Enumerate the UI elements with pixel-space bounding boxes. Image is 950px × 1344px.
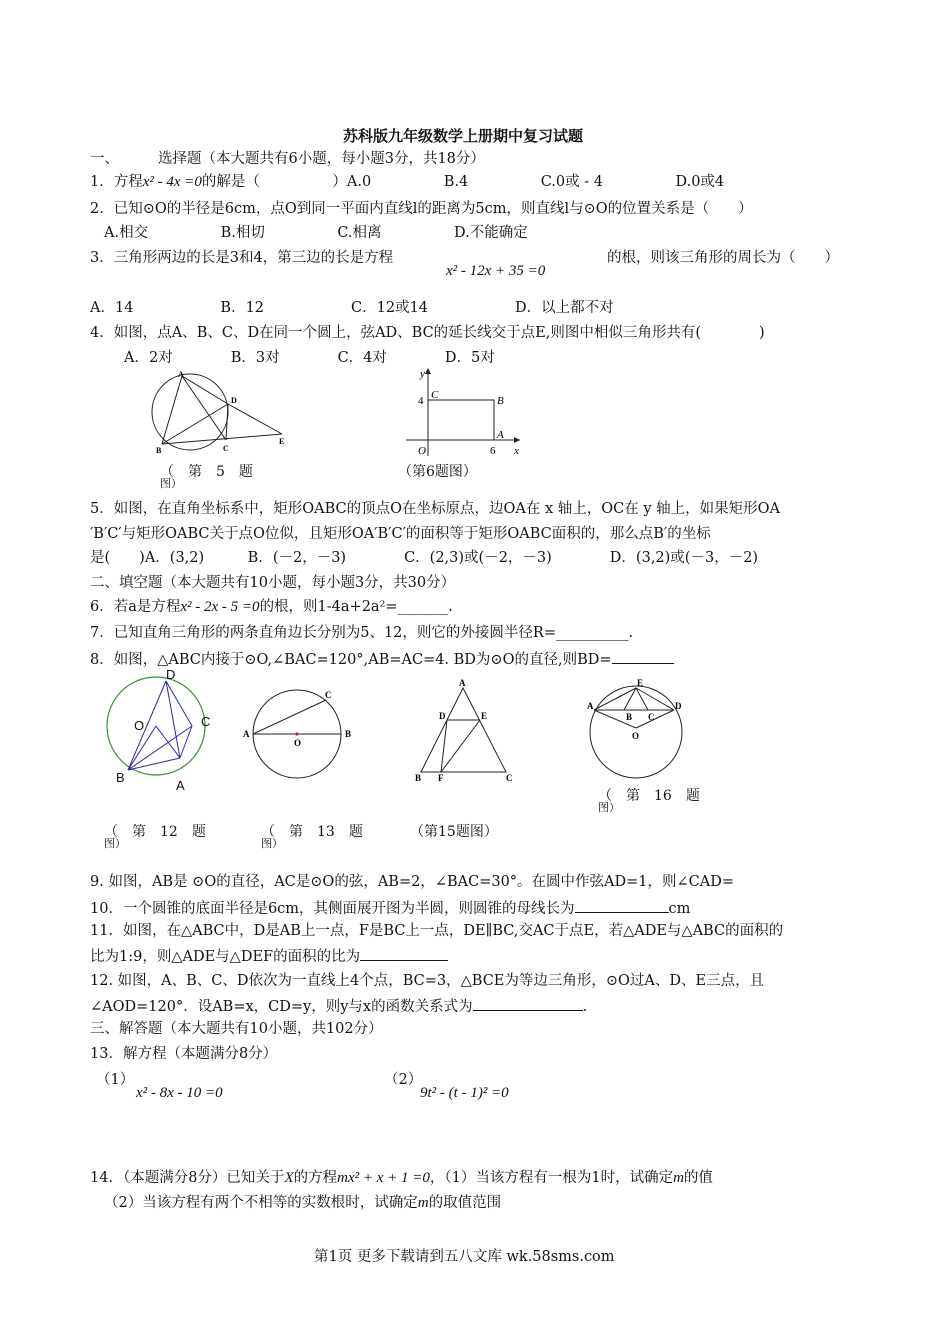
section-3-heading: 三、解答题（本大题共有10小题，共102分）: [90, 1021, 383, 1037]
figure-16-label: B: [626, 712, 633, 722]
page-footer: 第1页 更多下载请到五八文库 wk.58sms.com: [314, 1249, 615, 1265]
question-3-suffix: 的根，则该三角形的周长为（ ）: [607, 250, 839, 266]
figure-13-label: A: [243, 729, 250, 739]
question-2: 2．已知⊙O的半径是6cm，点O到同一平面内直线l的距离为5cm，则直线l与⊙O的位置关系是（ ）: [90, 201, 753, 217]
figure-15-label: A: [459, 678, 466, 688]
question-14-part-2-end: 的取值范围: [428, 1195, 502, 1211]
figure-15: [410, 674, 520, 784]
question-3-options: A．14 B．12 C．12或14 D．以上都不对: [90, 300, 614, 316]
question-11-answer-blank[interactable]: [360, 946, 448, 961]
figure-6-rectangle: [428, 400, 494, 440]
question-4: 4．如图，点A、B、C、D在同一个圆上，弦AD、BC的延长线交于点E,则图中相似三角形共有( ): [90, 325, 765, 341]
question-5-line-2: ′B′C′与矩形OABC关于点O位似，且矩形OA′B′C′的面积等于矩形OABC面积的，那么点B′的坐标: [90, 526, 711, 542]
question-14-part-2: （2）当该方程有两个不相等的实数根时，试确定: [104, 1195, 418, 1211]
question-11-line-2: [90, 946, 448, 966]
question-10: [90, 898, 690, 918]
figure-6-caption: （第6题图）: [398, 464, 477, 480]
figure-12-label: A: [176, 778, 185, 793]
question-1: [90, 173, 724, 191]
figure-13-caption-end: 图）: [261, 837, 283, 850]
figure-13-label: C: [325, 690, 332, 700]
figure-12-label: C: [201, 714, 211, 729]
figure-13-center-point: [295, 732, 298, 735]
section-1-number: 一、: [90, 151, 119, 167]
question-1-prefix: 1．方程: [90, 174, 143, 190]
question-1-options: 的解是（ ）A.0 B.4 C.0或 - 4 D.0或4: [201, 174, 725, 190]
figure-6: [400, 366, 540, 458]
question-1-equation: x² - 4x =0: [142, 174, 202, 190]
figure-6-label: x: [514, 445, 519, 457]
figure-16-label: D: [675, 701, 682, 711]
figure-12-caption: （ 第 12 题: [104, 824, 206, 840]
question-10-unit: cm: [668, 901, 691, 917]
question-5-line-3: 是( )A．(3,2) B．(－2，－3) C．(2,3)或(－2，－3) D．(3,2)或(－3，－2): [90, 550, 759, 566]
figure-15-label: E: [481, 711, 488, 721]
section-1-heading: 选择题（本大题共有6小题，每小题3分，共18分）: [158, 151, 485, 167]
section-2-heading: 二、填空题（本大题共有10小题，每小题3分，共30分）: [90, 575, 456, 591]
figure-6-label: 6: [490, 445, 496, 457]
figure-6-label: A: [497, 429, 504, 441]
question-14-prefix: 14．（本题满分8分）已知关于: [90, 1170, 285, 1186]
figure-6-label: C: [431, 389, 439, 401]
figure-16-label: A: [587, 701, 594, 711]
question-8-text: 8．如图，△ABC内接于⊙O,∠BAC=120°,AB=AC=4. BD为⊙O的直径,则BD=: [90, 652, 612, 668]
question-12-answer-blank[interactable]: [473, 996, 583, 1011]
figure-12-label: D: [166, 667, 176, 682]
figure-16-label: O: [632, 731, 640, 741]
figure-15-triangle: [421, 688, 506, 772]
figure-6-label: 4: [418, 395, 424, 407]
figure-12-label: O: [134, 718, 145, 733]
figure-16-caption-end: 图）: [598, 801, 620, 814]
figure-5-label: B: [156, 446, 162, 455]
question-3-prefix: 3．三角形两边的长是3和4，第三边的长是方程: [90, 250, 394, 266]
figure-5: [140, 368, 300, 460]
figure-5-caption-end: 图）: [160, 477, 182, 490]
figure-6-label: O: [418, 445, 426, 457]
figure-6-label: B: [497, 395, 504, 407]
figure-15-label: F: [438, 773, 444, 783]
figure-12-caption-end: 图）: [104, 837, 126, 850]
question-8-answer-blank[interactable]: [612, 649, 674, 664]
figure-15-label: D: [439, 711, 446, 721]
question-10-answer-blank[interactable]: [575, 898, 669, 913]
question-14-equation: mx² + x + 1 =0: [337, 1170, 430, 1186]
question-13: 13．解方程（本题满分8分）: [90, 1046, 278, 1062]
question-13-part-1-label: （1）: [96, 1072, 135, 1088]
question-6: [90, 598, 453, 616]
question-12-text: ∠AOD=120°．设AB=x，CD=y，则y与x的函数关系式为: [90, 999, 473, 1015]
figure-15-label: C: [506, 773, 513, 783]
question-12-end: .: [582, 999, 588, 1015]
figure-12: [104, 666, 234, 796]
figure-5-caption: （ 第 5 题: [160, 464, 253, 480]
figure-16-label: C: [648, 712, 655, 722]
question-14-mid: 的方程: [293, 1170, 338, 1186]
figure-5-label: C: [223, 444, 229, 453]
figure-13-label: O: [294, 738, 302, 748]
question-12-line-2: [90, 996, 587, 1016]
figure-16-label: E: [637, 678, 644, 688]
question-6-equation: x² - 2x - 5 =0: [180, 599, 260, 615]
question-14-line-2: [104, 1194, 501, 1212]
question-5-line-1: 5．如图，在直角坐标系中，矩形OABC的顶点O在坐标原点，边OA在 x 轴上，OC在 y 轴上，如果矩形OA: [90, 501, 780, 517]
figure-5-label: D: [231, 396, 237, 405]
question-13-part-2-equation: 9t² - (t - 1)² =0: [420, 1085, 509, 1101]
figure-5-label: E: [279, 437, 285, 446]
figure-15-caption: （第15题图）: [410, 824, 498, 840]
question-14-line-1: [90, 1169, 713, 1187]
question-14-variable-m: m: [673, 1170, 684, 1186]
figure-6-label: y: [420, 368, 425, 380]
figure-13: [240, 686, 360, 786]
question-14-suffix: ，（1）当该方程有一根为1时，试确定: [429, 1170, 674, 1186]
question-3-equation: x² - 12x + 35 =0: [446, 263, 546, 279]
question-7: 7．已知直角三角形的两条直角边长分别为5、12，则它的外接圆半径R=__________.: [90, 625, 634, 641]
figure-13-label: B: [345, 729, 352, 739]
page-title: 苏科版九年级数学上册期中复习试题: [343, 127, 584, 145]
question-6-prefix: 6．若a是方程: [90, 599, 181, 615]
figure-12-label: B: [116, 770, 125, 785]
figure-16: [584, 674, 694, 784]
question-10-text: 10．一个圆锥的底面半径是6cm，其侧面展开图为半圆，则圆锥的母线长为: [90, 901, 575, 917]
question-14-suffix-2: 的值: [683, 1170, 713, 1186]
question-4-options: A．2对 B．3对 C．4对 D．5对: [124, 350, 495, 366]
question-9: 9. 如图，AB是 ⊙O的直径，AC是⊙O的弦，AB=2，∠BAC=30°。在圆中作弦AD=1，则∠CAD=: [90, 874, 735, 890]
question-2-options: A.相交 B.相切 C.相离 D.不能确定: [104, 225, 528, 241]
figure-13-caption: （ 第 13 题: [261, 824, 363, 840]
question-13-part-1-equation: x² - 8x - 10 =0: [136, 1085, 223, 1101]
question-11-line-1: 11．如图，在△ABC中，D是AB上一点，F是BC上一点，DE∥BC,交AC于点E，若△ADE与△ABC的面积的: [90, 923, 784, 939]
question-14-variable-m-2: m: [417, 1195, 429, 1211]
question-14-variable: X: [284, 1170, 294, 1186]
question-11-text: 比为1:9，则△ADE与△DEF的面积的比为: [90, 949, 361, 965]
question-13-part-2-label: （2）: [384, 1072, 423, 1088]
figure-15-label: B: [415, 773, 422, 783]
figure-16-caption: （ 第 16 题: [598, 788, 700, 804]
question-12-line-1: 12. 如图，A、B、C、D依次为一直线上4个点，BC=3，△BCE为等边三角形，⊙O过A、D、E三点，且: [90, 973, 765, 989]
figure-5-label: A: [178, 370, 184, 379]
question-6-suffix: 的根，则1-4a+2a²=_______.: [259, 599, 453, 615]
